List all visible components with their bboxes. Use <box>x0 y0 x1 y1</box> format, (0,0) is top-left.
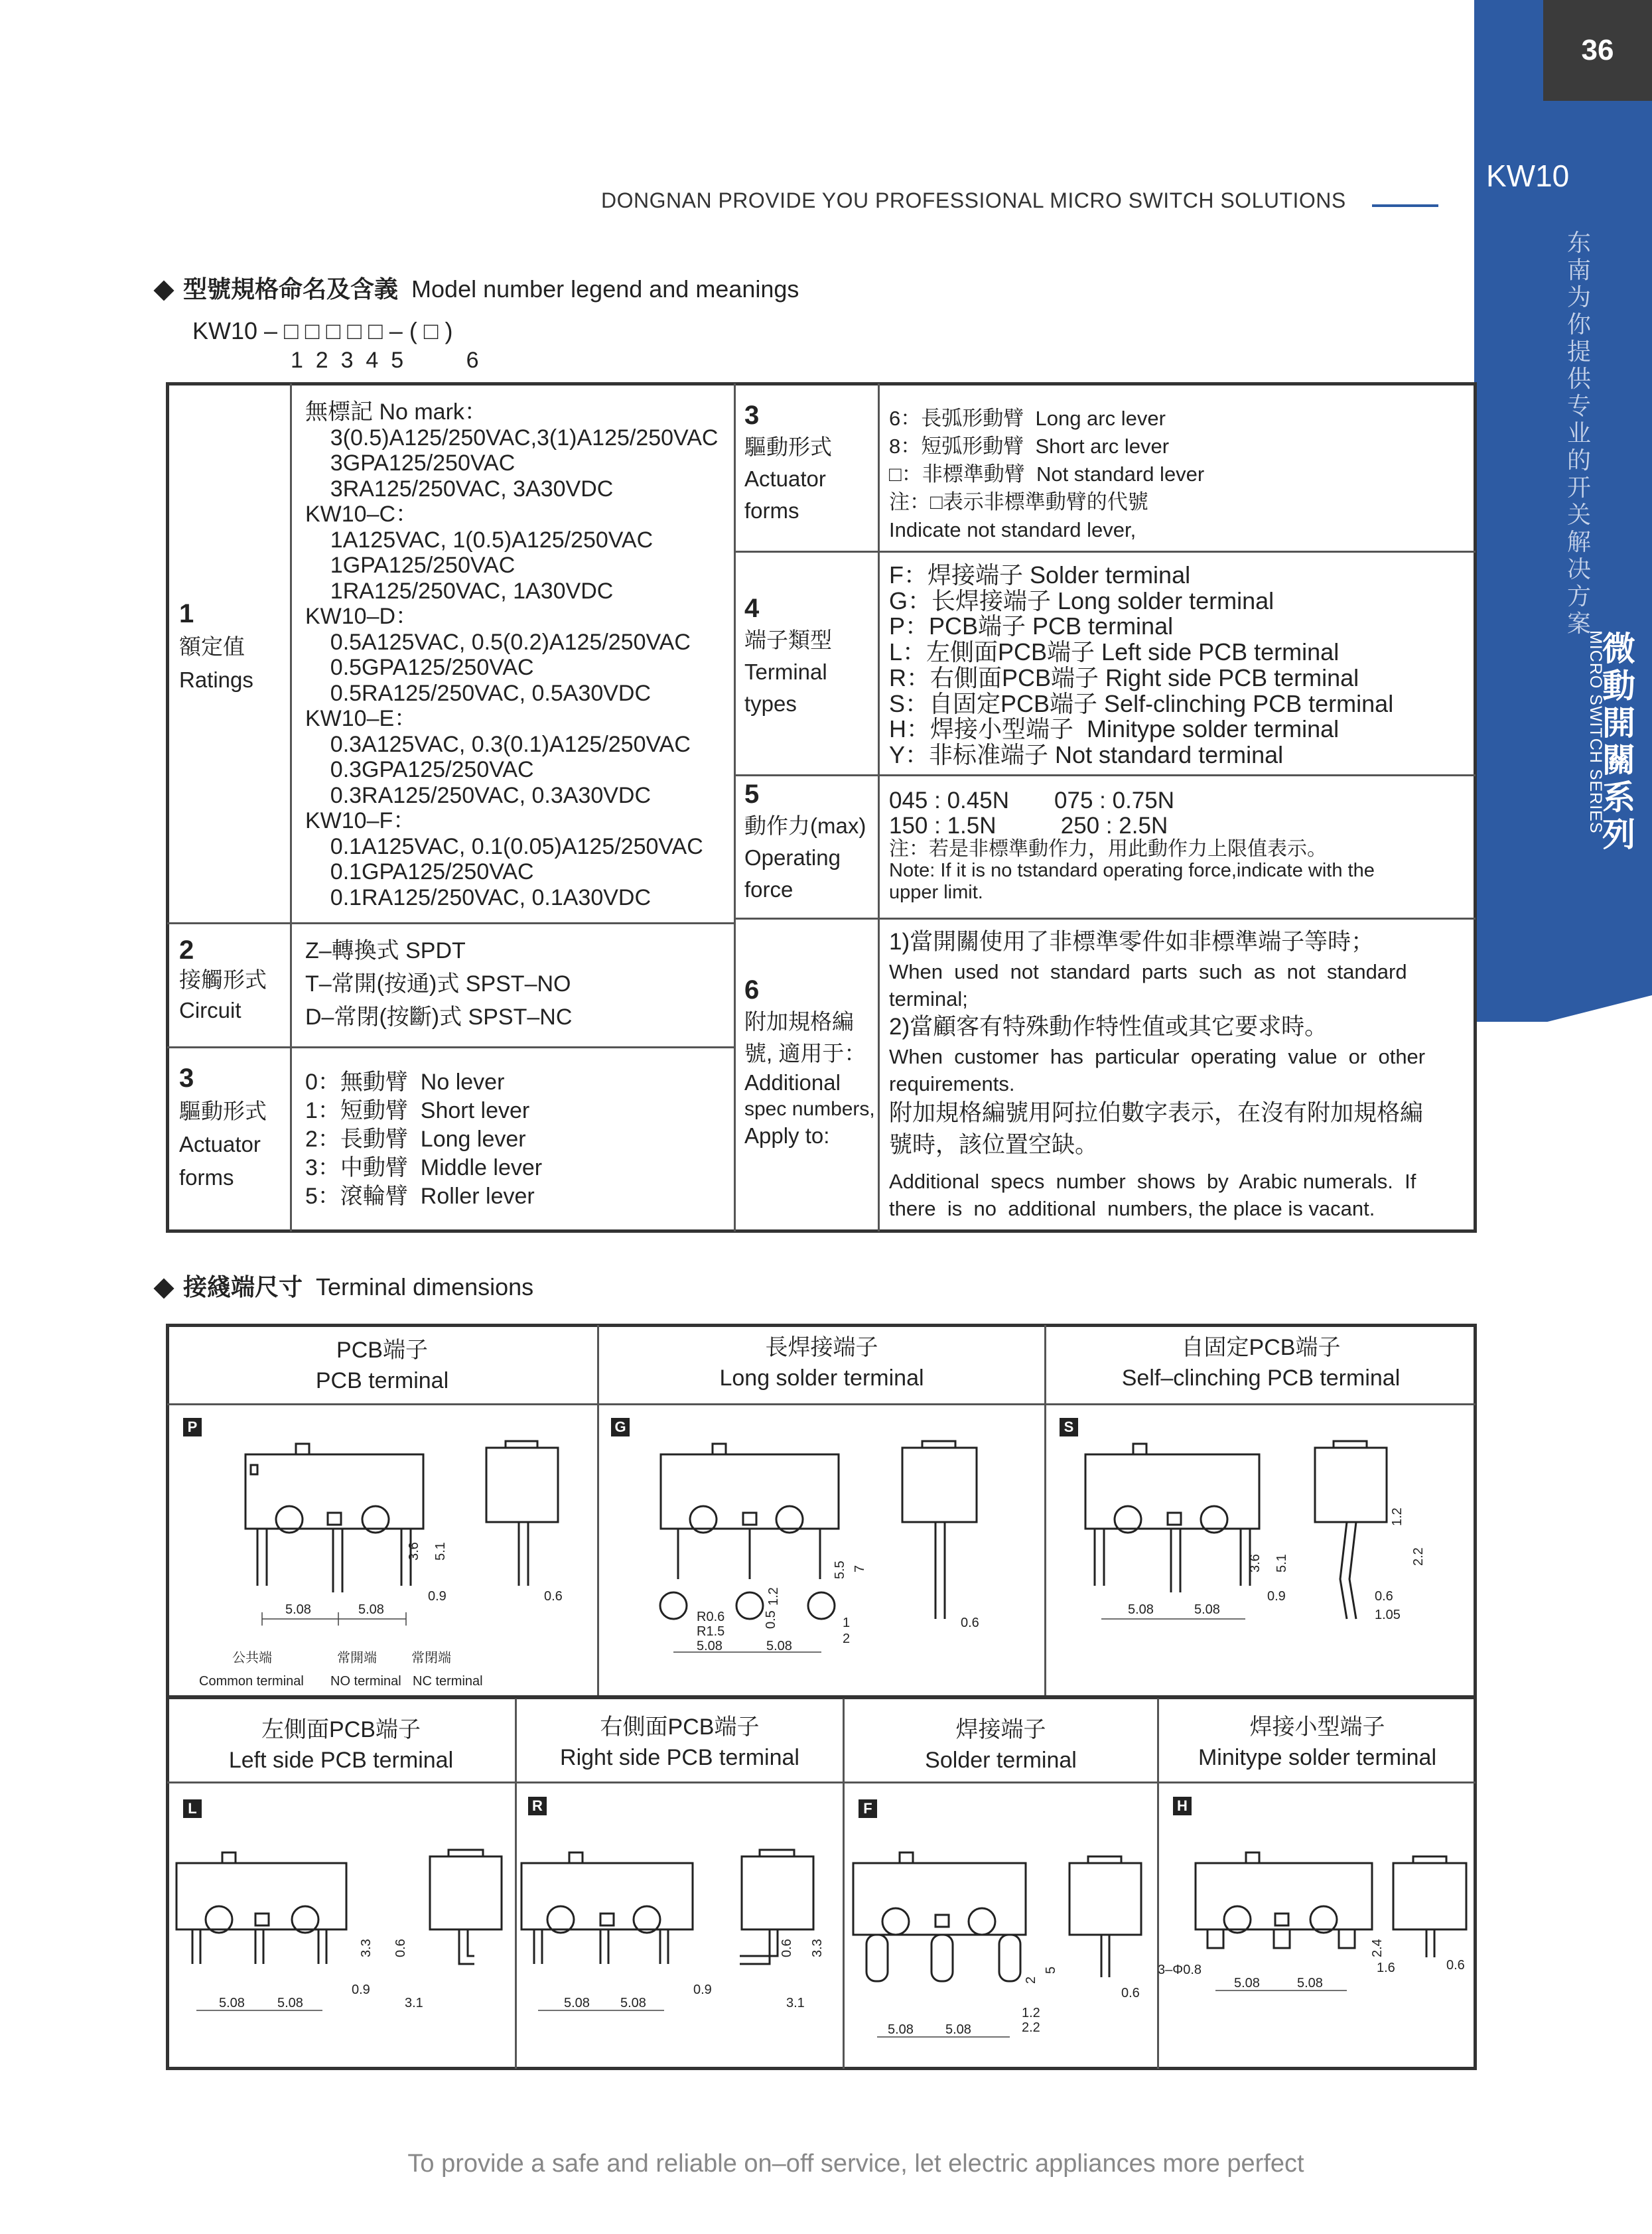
dim-s-105: 1.05 <box>1375 1608 1401 1622</box>
model-pattern: KW10 – □ □ □ □ □ – ( □ ) <box>192 317 453 344</box>
dim-h-508a: 5.08 <box>1234 1976 1260 1990</box>
dim-p-36: 3.6 <box>407 1542 421 1561</box>
header-solder-cn: 焊接端子 <box>955 1717 1046 1742</box>
dim-g-12: 1.2 <box>766 1587 781 1606</box>
terminals-title-en: Terminal dimensions <box>316 1273 534 1300</box>
drawing-l <box>176 1850 502 1964</box>
actuator-right-cn: 驅動形式 <box>744 435 832 459</box>
code-tag-f: F <box>859 1799 877 1818</box>
actuator-right-values: 6：長弧形動臂 Long arc lever 8：短弧形動臂 Short arc lever □：非標準動臂 Not standard lever 注：□表示非標準動臂的代號 Indicate not standard lever, <box>889 407 1205 541</box>
dim-f-508a: 5.08 <box>888 2022 914 2037</box>
actuator-cn: 驅動形式 <box>179 1099 267 1123</box>
dim-r-31: 3.1 <box>786 1996 805 2010</box>
terminal-en: Terminal <box>744 660 827 684</box>
header-pcb-en: PCB terminal <box>315 1368 449 1393</box>
dim-s-06: 0.6 <box>1375 1589 1393 1604</box>
ratings-values: 無標記 No mark： 3(0.5)A125/250VAC,3(1)A125/250VAC 3GPA125/250VAC 3RA125/250VAC, 3A30VDC KW10–C： 1A125VAC, 1(0.5)A125/250VAC 1GPA125/250VAC 1RA125/250VAC, 1A30VDC KW10–D： 0.5A125VAC, 0.5(0.2)A125/250VAC 0.5GPA125/250VAC 0.5RA125/250VAC, 0.5A30VDC KW10–E： 0.3A125VAC, 0.3(0.1)A125/250VAC 0.3GPA125/250VAC 0.3RA125/250VAC, 0.3A30VDC KW10–F： 0.1A125VAC, 0.1(0.05)A125/250VAC 0.1GPA125/250VAC 0.1RA125/250VAC, 0.1A30VDC <box>305 399 719 910</box>
dim-g-55: 5.5 <box>833 1561 847 1579</box>
code-tag-g: G <box>611 1418 630 1436</box>
additional-cn2: 號, 適用于： <box>744 1041 866 1066</box>
dim-s-51: 5.1 <box>1274 1554 1289 1572</box>
additional-cn1: 附加規格編 <box>744 1009 854 1034</box>
circuit-values: Z–轉換式 SPDT T–常開(按通)式 SPST–NO D–常閉(按斷)式 SPST–NC <box>305 938 573 1030</box>
dim-f-2: 2 <box>1024 1976 1038 1984</box>
additional-l3: 2)當顧客有特殊動作特性值或其它要求時。 <box>889 1014 1328 1040</box>
force-en2: force <box>744 877 793 902</box>
dim-l-06: 0.6 <box>393 1939 408 1957</box>
dim-r-508a: 5.08 <box>564 1996 590 2010</box>
additional-en2: spec numbers, <box>744 1098 875 1120</box>
additional-en3: Apply to: <box>744 1123 830 1148</box>
dim-f-06: 0.6 <box>1121 1986 1140 2000</box>
legend-title-en: Model number legend and meanings <box>411 275 799 303</box>
code-tag-r: R <box>528 1797 547 1815</box>
code-tag-l: L <box>183 1799 202 1818</box>
legend-title-cn: 型號規格命名及含義 <box>183 275 399 303</box>
force-values: 045 : 0.45N 075 : 0.75N 150 : 1.5N 250 : 2.5N <box>889 788 1174 839</box>
header-pcb-cn: PCB端子 <box>336 1338 428 1363</box>
dim-s-508a: 5.08 <box>1128 1602 1154 1617</box>
dim-f-508b: 5.08 <box>945 2022 971 2037</box>
header-left-side-cn: 左側面PCB端子 <box>261 1717 421 1742</box>
force-note-cn: 注：若是非標準動作力，用此動作力上限值表示。 <box>889 838 1327 860</box>
dim-p-09: 0.9 <box>428 1589 447 1604</box>
drawing-f <box>853 1852 1141 1981</box>
ratings-num: 1 <box>179 599 194 628</box>
dim-r-06: 0.6 <box>780 1939 794 1957</box>
label-common-en: Common terminal <box>199 1674 304 1689</box>
code-tag-p: P <box>183 1418 202 1436</box>
dim-g-7: 7 <box>853 1565 867 1572</box>
additional-l4: When customer has particular operating value or other requirements. <box>889 1045 1426 1095</box>
dim-l-31: 3.1 <box>405 1996 423 2010</box>
drawing-r <box>521 1850 813 1964</box>
force-note-en: Note: If it is no tstandard operating force,indicate with the upper limit. <box>889 860 1375 903</box>
circuit-cn: 接觸形式 <box>179 967 267 992</box>
header-long-solder-en: Long solder terminal <box>719 1365 924 1391</box>
model-label: KW10 <box>1486 159 1570 193</box>
dim-l-33: 3.3 <box>359 1939 374 1957</box>
label-common-cn: 公共端 <box>232 1651 272 1665</box>
dim-g-2: 2 <box>843 1632 851 1646</box>
additional-l2: When used not standard parts such as not standard terminal; <box>889 960 1407 1011</box>
label-no-cn: 常開端 <box>337 1651 377 1665</box>
additional-l1: 1)當開關使用了非標準零件如非標準端子等時； <box>889 929 1375 955</box>
header-self-clinching-cn: 自固定PCB端子 <box>1181 1335 1341 1360</box>
dim-p-06: 0.6 <box>544 1589 563 1604</box>
dim-l-508b: 5.08 <box>277 1996 303 2010</box>
dim-g-508a: 5.08 <box>697 1639 723 1653</box>
actuator-right-en2: forms <box>744 498 799 523</box>
circuit-en: Circuit <box>179 998 241 1022</box>
header-right-side-cn: 右側面PCB端子 <box>600 1714 760 1740</box>
label-nc-en: NC terminal <box>413 1674 483 1689</box>
dim-s-12: 1.2 <box>1390 1507 1405 1526</box>
dim-g-06: 0.6 <box>961 1616 979 1630</box>
actuator-right-en: Actuator <box>744 466 826 491</box>
side-series-cn: 微動開關系列 <box>1602 630 1635 853</box>
tagline: DONGNAN PROVIDE YOU PROFESSIONAL MICRO SWITCH SOLUTIONS <box>601 188 1346 212</box>
force-num: 5 <box>744 780 760 809</box>
dim-s-36: 3.6 <box>1248 1554 1263 1572</box>
header-left-side-en: Left side PCB terminal <box>228 1748 454 1773</box>
dim-h-06: 0.6 <box>1446 1958 1465 1973</box>
dim-h-508b: 5.08 <box>1297 1976 1323 1990</box>
dim-r-09: 0.9 <box>693 1983 712 1997</box>
actuator-en: Actuator <box>179 1132 261 1156</box>
additional-l6: Additional specs number shows by Arabic numerals. If there is no additional numbers, the place is vacant. <box>889 1170 1416 1220</box>
dim-h-24: 2.4 <box>1370 1939 1385 1957</box>
force-cn: 動作力(max) <box>744 813 866 838</box>
label-nc-cn: 常閉端 <box>411 1651 451 1665</box>
dim-h-16: 1.6 <box>1377 1961 1395 1975</box>
terminal-values: F：焊接端子 Solder terminal G：长焊接端子 Long solder terminal P：PCB端子 PCB terminal L：左側面PCB端子 Left side PCB terminal R：右側面PCB端子 Right side PCB terminal S：自固定PCB端子 Self-clinching PCB terminal H：焊接小型端子 Minitype solder terminal Y：非标准端子 Not standard terminal <box>889 561 1394 768</box>
actuator-values: 0：無動臂 No lever 1：短動臂 Short lever 2：長動臂 Long lever 3：中動臂 Middle lever 5：滾輪臂 Roller lever <box>305 1070 543 1209</box>
header-right-side-en: Right side PCB terminal <box>560 1745 799 1770</box>
dim-s-22: 2.2 <box>1411 1547 1426 1566</box>
dim-p-51: 5.1 <box>433 1542 448 1561</box>
actuator-right-num: 3 <box>744 401 760 430</box>
ratings-en: Ratings <box>179 667 253 692</box>
dim-g-05: 0.5 <box>764 1610 778 1629</box>
header-minitype-en: Minitype solder terminal <box>1198 1745 1437 1770</box>
dim-f-12: 1.2 <box>1022 2006 1040 2020</box>
dim-g-r15: R1.5 <box>697 1624 725 1639</box>
dim-f-22: 2.2 <box>1022 2020 1040 2035</box>
header-minitype-cn: 焊接小型端子 <box>1249 1714 1385 1740</box>
additional-en1: Additional <box>744 1070 841 1095</box>
dim-h-phi: 3–Φ0.8 <box>1158 1963 1202 1977</box>
page-number: 36 <box>1543 0 1652 101</box>
dim-p-508a: 5.08 <box>285 1602 311 1617</box>
footer-slogan: To provide a safe and reliable on–off service, let electric appliances more perfect <box>407 2150 1304 2178</box>
drawing-g <box>660 1441 977 1619</box>
dim-f-5: 5 <box>1044 1966 1058 1974</box>
header-long-solder-cn: 長焊接端子 <box>765 1335 878 1360</box>
dim-g-r06: R0.6 <box>697 1610 725 1624</box>
drawing-p <box>245 1441 558 1592</box>
dim-l-09: 0.9 <box>352 1983 370 1997</box>
additional-num: 6 <box>744 975 760 1005</box>
dim-s-508b: 5.08 <box>1194 1602 1220 1617</box>
header-self-clinching-en: Self–clinching PCB terminal <box>1121 1365 1401 1391</box>
dim-r-33: 3.3 <box>810 1939 825 1957</box>
terminal-num: 4 <box>744 594 760 623</box>
circuit-num: 2 <box>179 936 194 965</box>
code-tag-h: H <box>1173 1797 1192 1815</box>
drawing-s <box>1085 1441 1387 1619</box>
side-series-en: MICRO SWITCH SERIES <box>1586 630 1605 834</box>
ratings-cn: 額定值 <box>179 634 245 659</box>
dim-p-508b: 5.08 <box>358 1602 384 1617</box>
header-solder-en: Solder terminal <box>925 1748 1077 1773</box>
dim-s-09: 0.9 <box>1267 1589 1286 1604</box>
model-pattern-numbers: 1 2 3 4 5 6 <box>291 348 479 373</box>
actuator-num: 3 <box>179 1064 194 1093</box>
label-no-en: NO terminal <box>330 1674 401 1689</box>
force-en: Operating <box>744 845 841 870</box>
dim-l-508a: 5.08 <box>219 1996 245 2010</box>
side-slogan-cn: 东南为你提供专业的开关解决方案 <box>1566 229 1591 637</box>
drawing-h <box>1196 1852 1466 1957</box>
code-tag-s: S <box>1060 1418 1078 1436</box>
terminals-title-cn: 接綫端尺寸 <box>183 1273 303 1300</box>
actuator-en2: forms <box>179 1165 234 1190</box>
terminal-en2: types <box>744 691 797 716</box>
terminal-cn: 端子類型 <box>744 628 832 652</box>
additional-l5: 附加規格編號用阿拉伯數字表示，在沒有附加規格編 號時，該位置空缺。 <box>889 1100 1424 1158</box>
dim-g-508b: 5.08 <box>766 1639 792 1653</box>
dim-r-508b: 5.08 <box>620 1996 646 2010</box>
dim-g-1: 1 <box>843 1616 851 1630</box>
